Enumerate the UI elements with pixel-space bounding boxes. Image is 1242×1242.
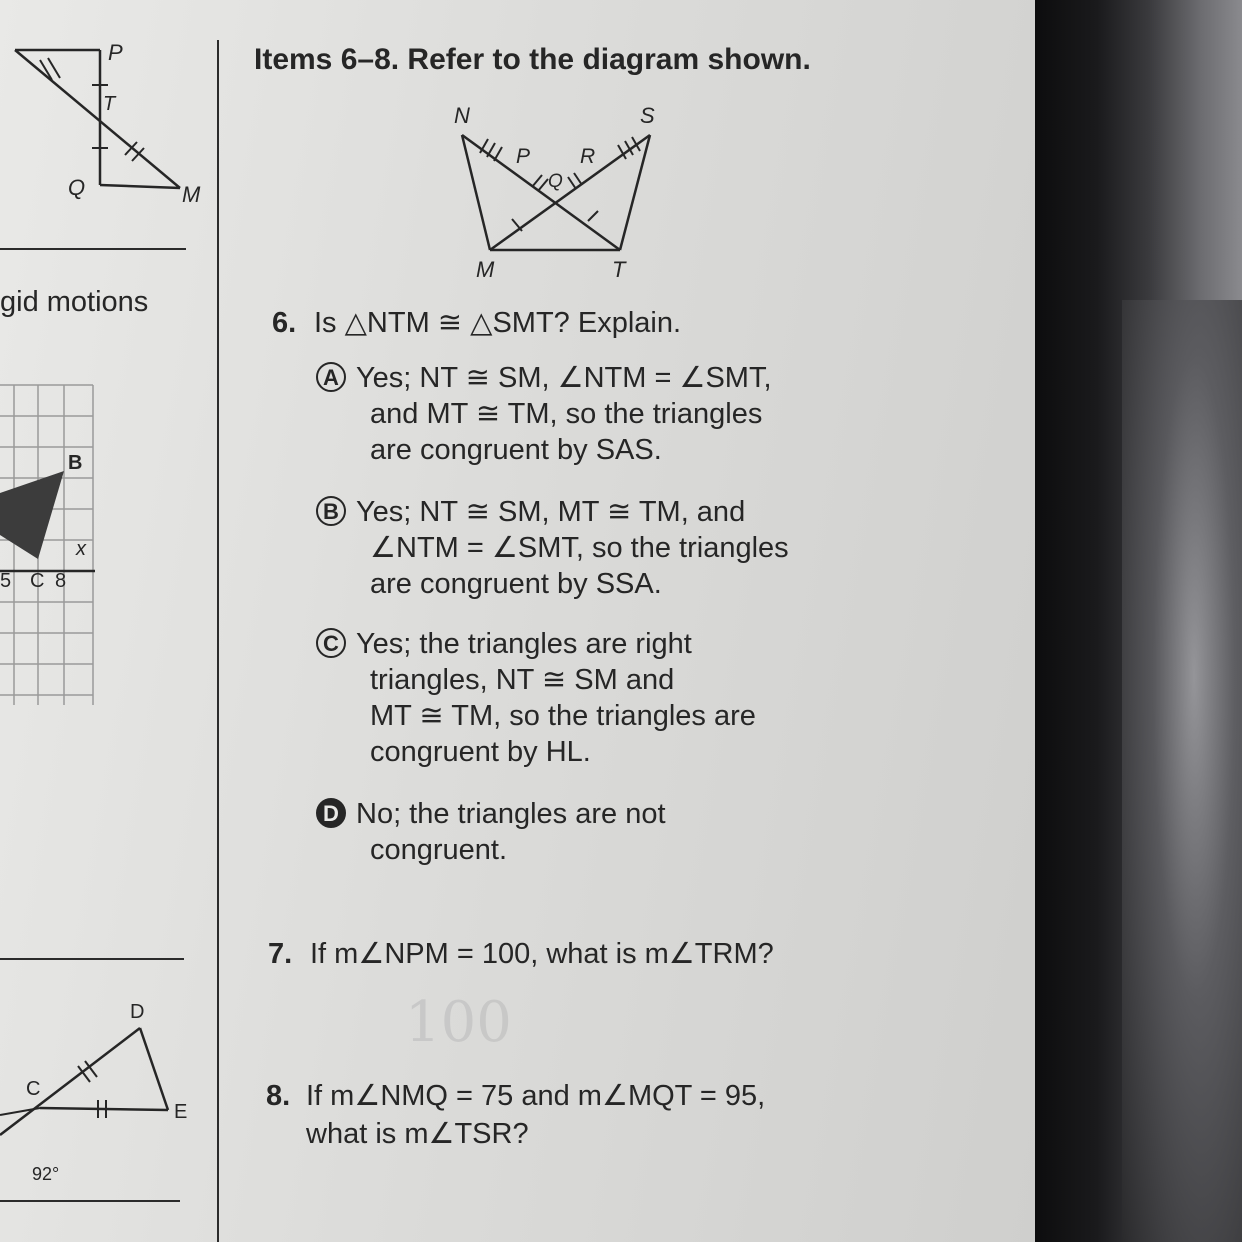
- items-header: Items 6–8. Refer to the diagram shown.: [254, 43, 811, 76]
- q6-option-a[interactable]: [316, 360, 772, 468]
- diagram-label-p: P: [516, 145, 531, 168]
- q7-handwritten-answer: 100: [405, 990, 512, 1055]
- left-top-label-p: P: [108, 40, 123, 65]
- option-letter-a[interactable]: A: [316, 362, 346, 392]
- left-top-label-t: T: [103, 93, 116, 115]
- left-rule-2: [0, 958, 184, 960]
- option-d-line-1: No; the triangles are not: [356, 798, 666, 830]
- option-c-line-3: MT ≅ TM, so the triangles are: [370, 700, 756, 732]
- option-b-line-1: Yes; NT ≅ SM, MT ≅ TM, and: [356, 496, 746, 528]
- diagram-label-s: S: [640, 103, 655, 128]
- left-bottom-label-e: E: [174, 1101, 188, 1123]
- q8-number: 8.: [266, 1080, 291, 1112]
- fabric-background: [1122, 300, 1242, 1242]
- left-top-label-m: M: [182, 182, 201, 207]
- q6-option-d[interactable]: [316, 796, 666, 868]
- q7-text: If m∠NPM = 100, what is m∠TRM?: [310, 938, 774, 970]
- left-top-triangle-diagram: [0, 30, 215, 230]
- left-bottom-label-c: C: [26, 1078, 41, 1100]
- left-bottom-label-d: D: [130, 1001, 145, 1023]
- q6-option-c[interactable]: [316, 626, 756, 770]
- main-quadrilateral-diagram: [440, 95, 670, 285]
- left-top-label-q: Q: [68, 175, 86, 200]
- option-b-line-3: are congruent by SSA.: [370, 568, 662, 600]
- option-letter-b[interactable]: B: [316, 496, 346, 526]
- option-a-line-3: are congruent by SAS.: [370, 434, 662, 466]
- q8-line-2: what is m∠TSR?: [306, 1118, 529, 1150]
- q6-number: 6.: [272, 307, 297, 339]
- option-a-line-1: Yes; NT ≅ SM, ∠NTM = ∠SMT,: [356, 362, 772, 394]
- option-letter-d[interactable]: D: [316, 798, 346, 828]
- q7-number: 7.: [268, 938, 293, 970]
- diagram-label-q: Q: [548, 171, 563, 192]
- left-rule-1: [0, 248, 186, 250]
- option-c-line-2: triangles, NT ≅ SM and: [370, 664, 675, 696]
- left-bottom-triangle-diagram: [0, 990, 215, 1190]
- left-section-label: gid motions: [0, 286, 149, 318]
- diagram-label-m: M: [476, 257, 495, 282]
- left-bottom-angle-label: 92°: [32, 1164, 60, 1184]
- grid-label-8: 8: [55, 570, 67, 592]
- q6-option-b[interactable]: [316, 494, 789, 602]
- diagram-label-n: N: [454, 103, 470, 128]
- grid-label-x: x: [76, 538, 86, 560]
- left-rule-3: [0, 1200, 180, 1202]
- diagram-label-t: T: [612, 257, 626, 282]
- q8-line-1: If m∠NMQ = 75 and m∠MQT = 95,: [306, 1080, 766, 1112]
- grid-label-c: C: [30, 570, 45, 592]
- grid-label-5: 5: [0, 570, 12, 592]
- option-c-line-4: congruent by HL.: [370, 736, 591, 768]
- grid-label-b: B: [68, 452, 83, 474]
- option-d-line-2: congruent.: [370, 834, 508, 866]
- option-letter-c[interactable]: C: [316, 628, 346, 658]
- left-coordinate-grid: [0, 385, 100, 710]
- option-c-line-1: Yes; the triangles are right: [356, 628, 692, 660]
- column-divider: [217, 40, 219, 1242]
- option-b-line-2: ∠NTM = ∠SMT, so the triangles: [370, 532, 789, 564]
- diagram-label-r: R: [580, 145, 596, 168]
- option-a-line-2: and MT ≅ TM, so the triangles: [370, 398, 763, 430]
- q6-stem: Is △NTM ≅ △SMT? Explain.: [314, 307, 682, 339]
